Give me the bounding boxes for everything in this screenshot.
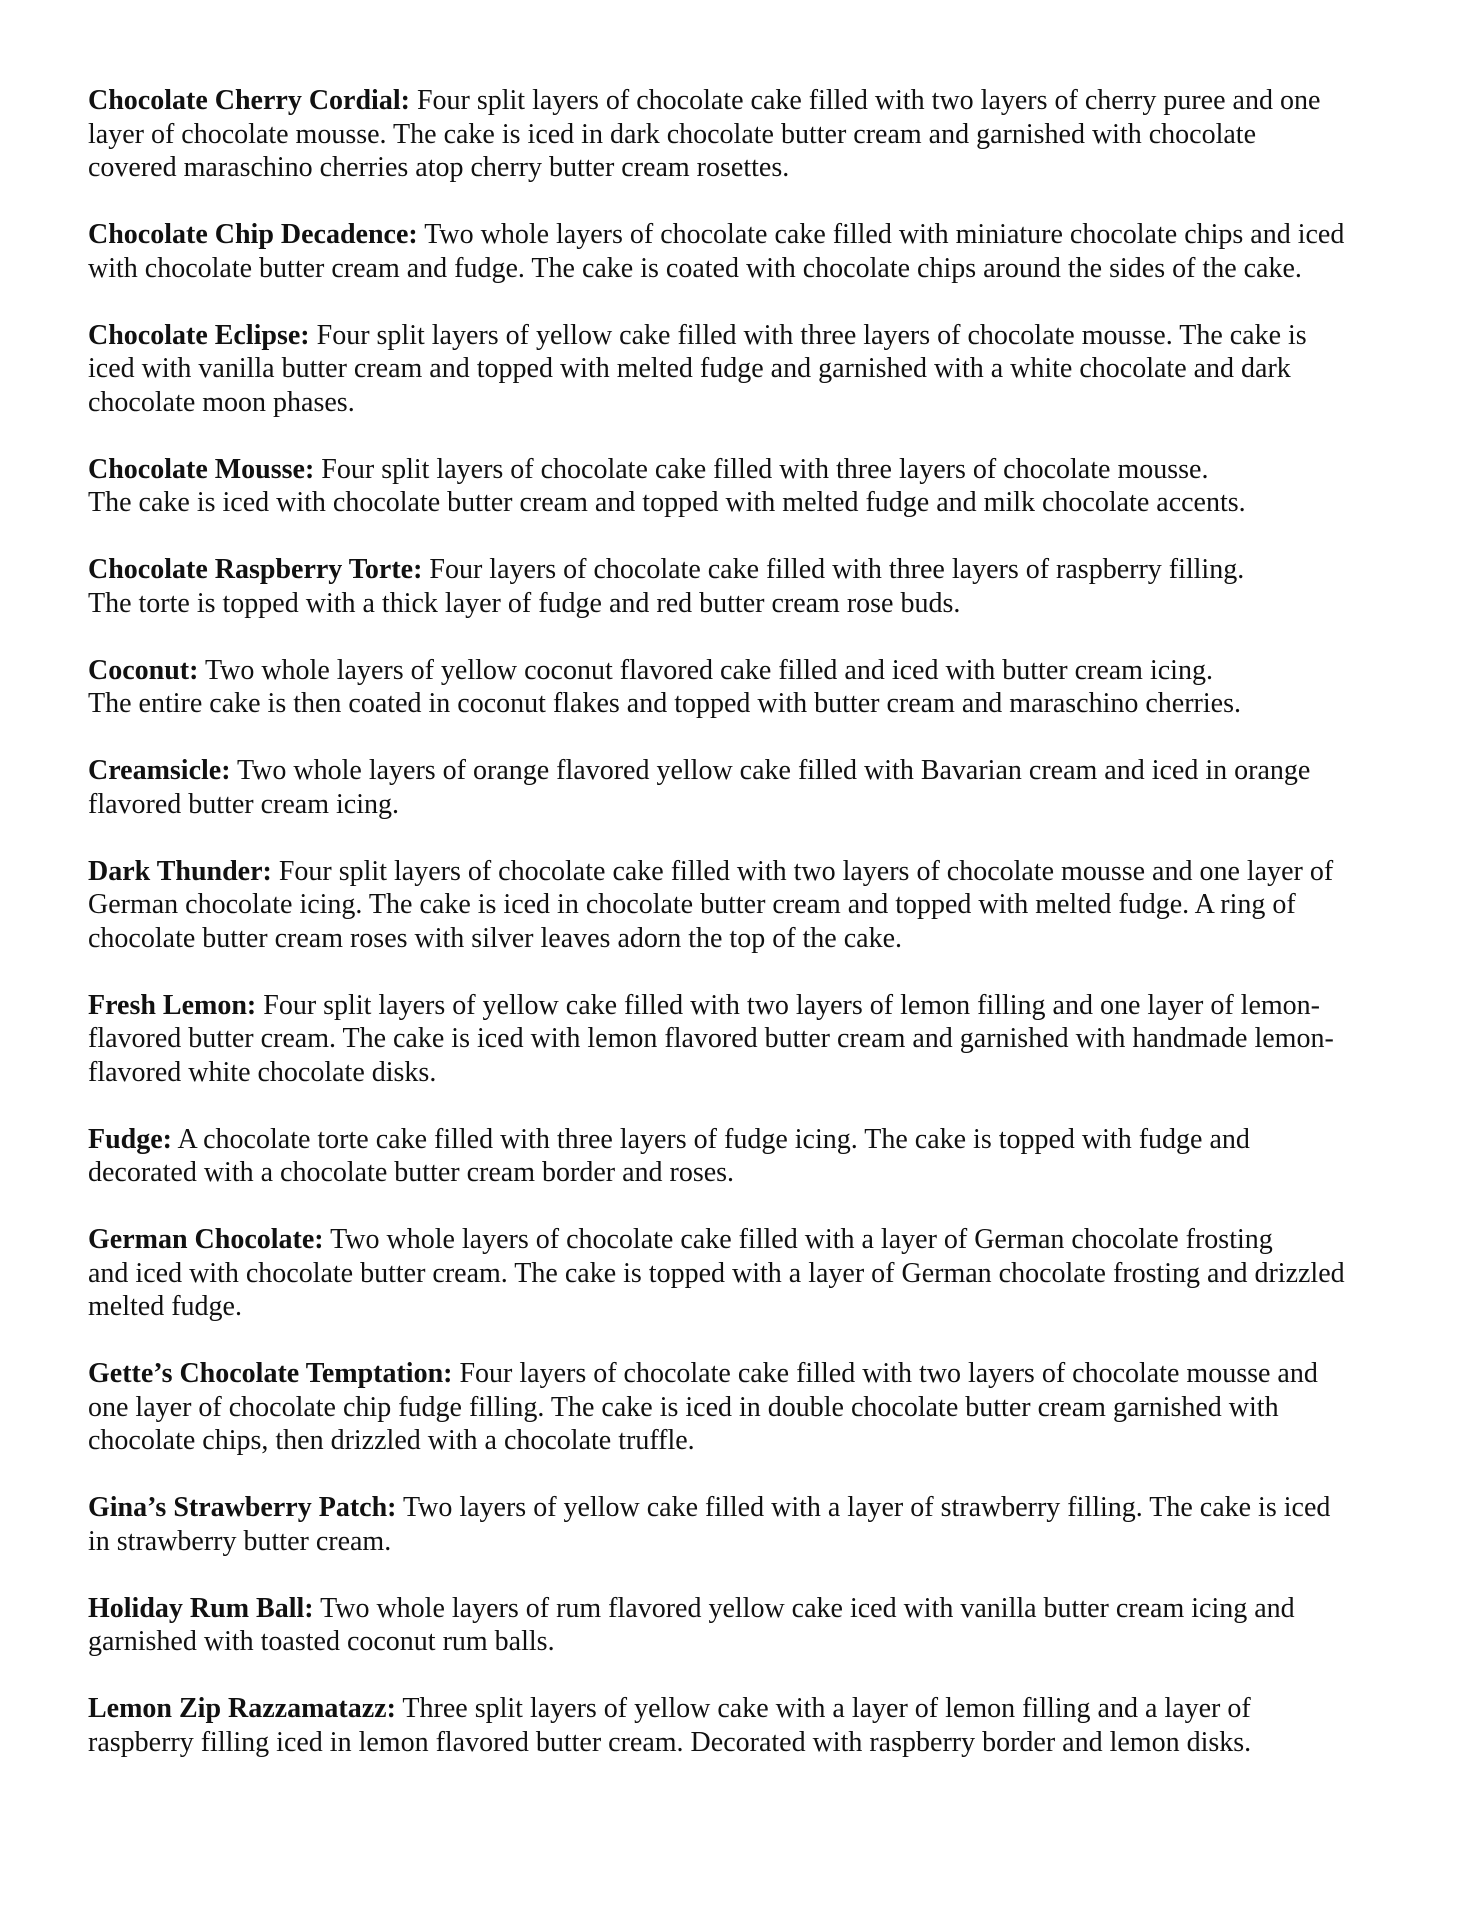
cake-name: Fresh Lemon: (88, 989, 257, 1021)
cake-description: Four split layers of chocolate cake filled with three layers of chocolate mousse. The cake is iced with chocolate butter cream and topped with melted fudge and milk chocolate accents. (88, 453, 1246, 518)
cake-description: Two layers of yellow cake filled with a layer of strawberry filling. The cake is iced in strawberry butter cream. (88, 1492, 1331, 1557)
cake-menu-page (88, 84, 1418, 1793)
cake-name: Lemon Zip Razzamatazz: (88, 1693, 396, 1724)
cake-name: Coconut: (88, 654, 199, 686)
cake-name: Chocolate Cherry Cordial: (88, 85, 410, 116)
cake-description: Four layers of chocolate cake filled with three layers of raspberry filling. The torte is topped with a thick layer of fudge and red butter cream rose buds. (88, 554, 1245, 619)
cake-entry-chocolate-mousse (88, 453, 1418, 520)
cake-name: Creamsicle: (88, 755, 231, 786)
cake-description: Two whole layers of rum flavored yellow cake iced with vanilla butter cream icing and garnished with toasted coconut rum balls. (88, 1592, 1295, 1657)
cake-description: Four split layers of chocolate cake filled with two layers of chocolate mousse and one layer of German chocolate icing. The cake is iced in chocolate butter cream and topped with melted fudge. A ring of chocolate butter cream roses with silver leaves adorn the top of the cake. (88, 855, 1334, 954)
cake-entry-fudge (88, 1123, 1418, 1190)
cake-description: Two whole layers of chocolate cake filled with miniature chocolate chips and iced with chocolate butter cream and fudge. The cake is coated with chocolate chips around the sides of the cake. (88, 219, 1345, 284)
cake-entry-chocolate-raspberry-torte (88, 553, 1418, 620)
cake-entry-creamsicle (88, 754, 1418, 821)
cake-name: Chocolate Raspberry Torte: (88, 554, 423, 585)
cake-description: Two whole layers of yellow coconut flavored cake filled and iced with butter cream icing. The entire cake is then coated in coconut flakes and topped with butter cream and maraschino cherries. (88, 654, 1241, 719)
cake-entry-ginas-strawberry-patch (88, 1491, 1418, 1558)
cake-entry-german-chocolate (88, 1223, 1418, 1324)
cake-entry-chocolate-eclipse (88, 319, 1418, 420)
cake-entry-dark-thunder (88, 855, 1418, 956)
cake-description: Four split layers of chocolate cake filled with two layers of cherry puree and one layer of chocolate mousse. The cake is iced in dark chocolate butter cream and garnished with chocolate covered maraschino cherries atop cherry butter cream rosettes. (88, 85, 1321, 183)
cake-entry-chocolate-chip-decadence (88, 218, 1418, 285)
cake-entry-lemon-zip-razzamatazz (88, 1692, 1418, 1759)
cake-name: Gette’s Chocolate Temptation: (88, 1358, 453, 1389)
cake-entry-fresh-lemon (88, 989, 1418, 1090)
cake-description: Four split layers of yellow cake filled with two layers of lemon filling and one layer of lemon- flavored butter cream. The cake is iced with lemon flavored butter cream and garnished with handmade lemon- flavored white chocolate disks. (88, 989, 1334, 1088)
cake-entry-holiday-rum-ball (88, 1592, 1418, 1659)
cake-entry-gettes-chocolate-temptation (88, 1357, 1418, 1458)
cake-name: Gina’s Strawberry Patch: (88, 1492, 397, 1523)
cake-name: Holiday Rum Ball: (88, 1592, 314, 1624)
cake-name: Chocolate Mousse: (88, 453, 315, 485)
cake-name: Dark Thunder: (88, 855, 272, 887)
cake-description: A chocolate torte cake filled with three layers of fudge icing. The cake is topped with fudge and decorated with a chocolate butter cream border and roses. (88, 1123, 1250, 1188)
cake-description: Two whole layers of orange flavored yellow cake filled with Bavarian cream and iced in orange flavored butter cream icing. (88, 755, 1311, 820)
cake-description: Four split layers of yellow cake filled with three layers of chocolate mousse. The cake is iced with vanilla butter cream and topped with melted fudge and garnished with a white chocolate and dark chocolate moon phases. (88, 319, 1307, 418)
cake-name: German Chocolate: (88, 1224, 324, 1255)
cake-name: Chocolate Chip Decadence: (88, 219, 418, 250)
cake-name: Chocolate Eclipse: (88, 319, 310, 351)
cake-description: Four layers of chocolate cake filled with two layers of chocolate mousse and one layer of chocolate chip fudge filling. The cake is iced in double chocolate butter cream garnished with chocolate chips, then drizzled with a chocolate truffle. (88, 1358, 1318, 1456)
cake-entry-chocolate-cherry-cordial (88, 84, 1418, 185)
cake-description: Three split layers of yellow cake with a layer of lemon filling and a layer of raspberry filling iced in lemon flavored butter cream. Decorated with raspberry border and lemon disks. (88, 1693, 1252, 1758)
cake-entry-coconut (88, 654, 1418, 721)
cake-description: Two whole layers of chocolate cake filled with a layer of German chocolate frosting and iced with chocolate butter cream. The cake is topped with a layer of German chocolate frosting and drizzled melted fudge. (88, 1224, 1345, 1322)
cake-name: Fudge: (88, 1123, 172, 1155)
